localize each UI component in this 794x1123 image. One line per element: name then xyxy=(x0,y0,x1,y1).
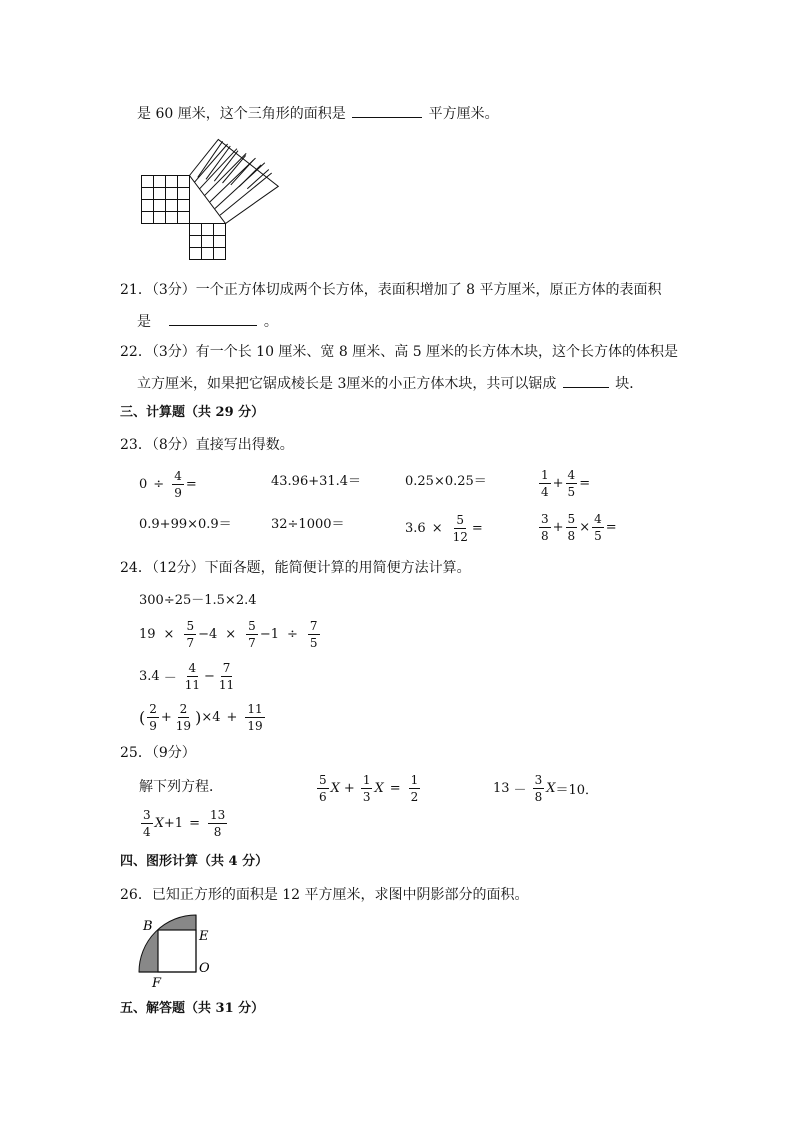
q23-expr-4 xyxy=(537,465,590,501)
fraction: $\frac{3}{8}$ xyxy=(534,772,543,804)
q25-equation-3 xyxy=(139,805,229,841)
q21-line2 xyxy=(137,311,278,332)
fraction: $\frac{3}{4}$ xyxy=(143,807,151,839)
q23-expr-2: 43.96+31.4＝ xyxy=(271,474,362,489)
fraction: $\frac{4}{5}$ xyxy=(567,467,576,499)
q23-expr-5: 0.9+99×0.9＝ xyxy=(139,517,232,532)
q22-prefix: 立方厘米，如果把它锯成棱长是 3厘米的小正方体木块，共可以锯成 xyxy=(137,376,557,392)
fraction: $\frac{7}{11}$ xyxy=(218,660,235,692)
q25-equation-2 xyxy=(493,770,598,806)
q20-line xyxy=(137,103,499,124)
paren-open: ( xyxy=(139,707,146,727)
equals: = xyxy=(471,520,483,536)
num: 19 xyxy=(139,626,156,642)
fraction: $\frac{1}{4}$ xyxy=(541,467,549,499)
minus-op: −4 xyxy=(198,626,218,642)
q22-line1: 22．（3分）有一个长 10 厘米、宽 8 厘米、高 5 厘米的长方体木块，这个长方体的体积是 xyxy=(120,344,679,360)
variable-x: X xyxy=(546,780,556,796)
times-op: × xyxy=(163,626,175,642)
q23-title: 23．（8分）直接写出得数。 xyxy=(120,437,294,453)
q25-equation-1 xyxy=(315,770,422,806)
q21-answer-blank[interactable] xyxy=(169,311,257,326)
three-squares-figure xyxy=(138,138,280,264)
plus-op: + xyxy=(552,475,564,491)
q25-title: 25．（9分） xyxy=(120,745,196,761)
num: 13 xyxy=(493,780,510,796)
equals: = xyxy=(189,815,200,831)
q24-problem-4 xyxy=(139,699,267,735)
minus-op: － xyxy=(163,670,177,686)
fraction: $\frac{7}{5}$ xyxy=(309,618,318,650)
q23-expr-3: 0.25×0.25＝ xyxy=(405,474,487,489)
section4-title: 四、图形计算（共 4 分） xyxy=(120,854,269,869)
q22-suffix: 块． xyxy=(615,376,644,392)
left-square-grid xyxy=(142,176,190,224)
fraction: $\frac{4}{5}$ xyxy=(594,511,602,543)
times-op: × xyxy=(225,626,237,642)
fraction: $\frac{2}{9}$ xyxy=(149,701,157,733)
q22-line2 xyxy=(137,373,643,394)
divide-op: ÷ xyxy=(153,476,165,492)
label-o: O xyxy=(199,961,210,976)
plus-op: + xyxy=(226,709,238,725)
variable-x: X xyxy=(330,780,340,796)
label-e: E xyxy=(199,929,209,944)
minus-op: − xyxy=(203,668,215,684)
fraction: $\frac{4}{11}$ xyxy=(184,660,200,692)
fraction: $\frac{5}{6}$ xyxy=(319,772,327,804)
tilted-square-grid xyxy=(190,140,279,224)
variable-x: X xyxy=(154,815,164,831)
q20-text: 是 60 厘米，这个三角形的面积是 xyxy=(137,106,346,122)
num: 3.6 xyxy=(405,520,426,536)
fraction: $\frac{3}{8}$ xyxy=(541,511,549,543)
q21-line1: 21．（3分）一个正方体切成两个长方体，表面积增加了 8 平方厘米，原正方体的表面积 xyxy=(120,282,662,298)
times-op: × xyxy=(431,520,443,536)
q23-expr-1 xyxy=(139,466,197,502)
plus-one: +1 xyxy=(163,815,184,831)
q20-answer-blank[interactable] xyxy=(352,103,422,118)
q24-problem-2 xyxy=(139,616,322,652)
q21-suffix: 。 xyxy=(263,314,278,330)
label-b: B xyxy=(143,919,153,934)
q21-prefix: 是 xyxy=(137,314,151,330)
num: 0 xyxy=(139,476,148,492)
q22-answer-blank[interactable] xyxy=(563,373,609,388)
rhs: ＝10． xyxy=(555,782,599,798)
section3-title: 三、计算题（共 29 分） xyxy=(120,405,265,420)
q23-expr-7 xyxy=(405,510,483,546)
q23-expr-6: 32÷1000＝ xyxy=(271,517,345,532)
fraction: $\frac{5}{7}$ xyxy=(186,618,195,650)
paren-close: ) xyxy=(195,707,202,727)
plus-op: + xyxy=(552,519,564,535)
fraction: $\frac{1}{3}$ xyxy=(362,772,371,804)
fraction: $\frac{5}{8}$ xyxy=(567,511,576,543)
fraction: $\frac{5}{12}$ xyxy=(452,512,468,544)
q24-problem-1: 300÷25－1.5×2.4 xyxy=(139,593,257,608)
plus-op: + xyxy=(160,709,172,725)
variable-x: X xyxy=(374,780,384,796)
section5-title: 五、解答题（共 31 分） xyxy=(120,1001,265,1016)
fraction: $\frac{5}{7}$ xyxy=(248,618,256,650)
minus-op: −1 xyxy=(259,626,279,642)
bottom-square-grid xyxy=(190,224,226,260)
fraction: $\frac{1}{2}$ xyxy=(410,772,419,804)
fraction: $\frac{11}{19}$ xyxy=(247,701,263,733)
equals: = xyxy=(389,780,401,796)
q24-title: 24．（12分）下面各题，能简便计算的用简便方法计算。 xyxy=(120,560,471,576)
num: 3.4 xyxy=(139,668,160,684)
q26-text: 26．已知正方形的面积是 12 平方厘米，求图中阴影部分的面积。 xyxy=(120,887,529,903)
minus-op: － xyxy=(513,782,527,798)
equals: = xyxy=(185,476,197,492)
fraction: $\frac{2}{19}$ xyxy=(175,701,192,733)
quarter-circle-figure xyxy=(132,908,222,990)
equals: = xyxy=(579,475,591,491)
fraction: $\frac{4}{9}$ xyxy=(174,468,182,500)
label-f: F xyxy=(152,976,162,990)
plus-op: + xyxy=(343,780,355,796)
fraction: $\frac{13}{8}$ xyxy=(209,807,226,839)
q23-expr-8 xyxy=(537,509,617,545)
q24-problem-3 xyxy=(139,658,238,694)
divide-op: ÷ xyxy=(286,626,298,642)
q25-intro: 解下列方程． xyxy=(139,779,223,795)
equals: = xyxy=(605,519,617,535)
square xyxy=(158,930,196,972)
times-op: ×4 xyxy=(201,709,221,725)
times-op: × xyxy=(579,519,591,535)
q20-unit: 平方厘米。 xyxy=(428,106,499,122)
